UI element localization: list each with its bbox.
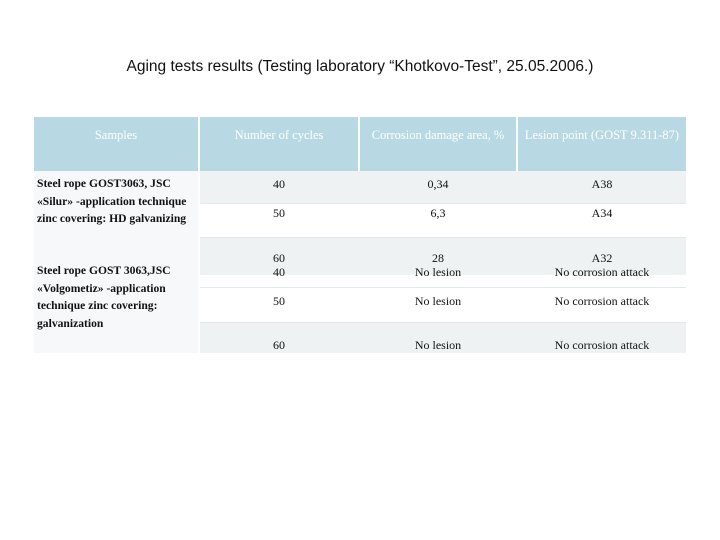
sample-volgometiz: Steel rope GOST 3063,JSC «Volgometiz» -application technique zinc covering: galvanization [37,264,171,330]
header-samples: Samples [34,117,198,171]
cell-area: No lesion [414,338,462,352]
cell-cycles: 60 [273,338,285,352]
cell-area: No lesion [414,265,462,279]
cell-cycles: 50 [273,206,285,220]
cell-area: No lesion [414,294,462,308]
cell-area: 6,3 [430,206,446,220]
cell-lesion: А34 [591,206,613,220]
cell-lesion: No corrosion attack [554,265,650,279]
cell-cycles: 50 [273,294,285,308]
sample-silur: Steel rope GOST3063, JSC «Silur» -application technique zinc covering: HD galvanizing [37,177,187,225]
header-cycles: Number of cycles [200,117,358,171]
cell-lesion: No corrosion attack [554,338,650,352]
cell-lesion: А38 [591,177,613,191]
row-divider [200,287,686,288]
cell-lesion: А32 [591,251,613,265]
slide-title: Aging tests results (Testing laboratory “Khotkovo-Test”, 25.05.2006.) [126,58,594,75]
cell-area: 0,34 [427,177,449,191]
header-lesion: Lesion point (GOST 9.311-87) [518,117,686,171]
row-divider [200,237,686,238]
row-divider [200,322,686,323]
cell-lesion: No corrosion attack [554,294,650,308]
results-table [34,117,686,353]
cell-cycles: 60 [273,251,285,265]
row-divider [200,203,686,204]
cell-area: 28 [432,251,444,265]
cell-cycles: 40 [273,177,285,191]
cell-cycles: 40 [273,265,285,279]
header-area: Corrosion damage area, % [360,117,516,171]
